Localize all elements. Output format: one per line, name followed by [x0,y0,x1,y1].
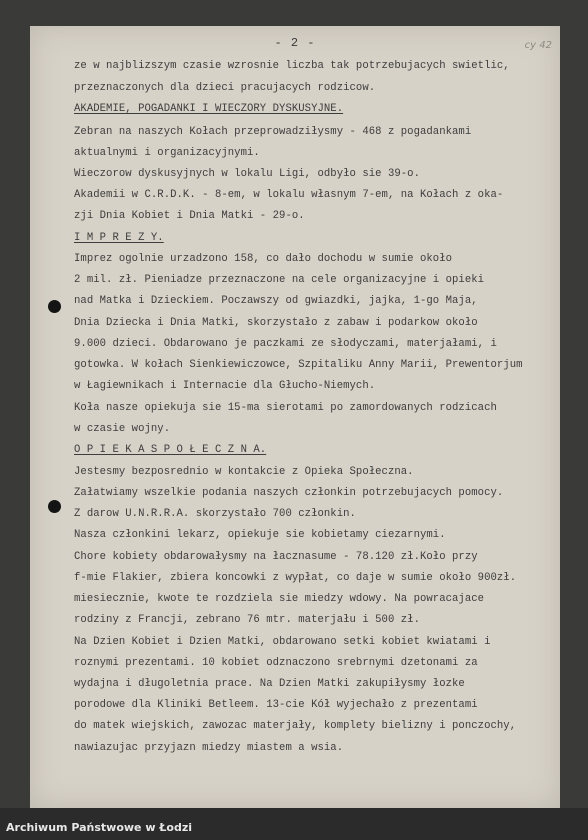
pencil-annotation: cy 42 [524,40,552,51]
text-line: 2 mil. zł. Pieniadze przeznaczone na cele organizacyjne i opieki [74,274,485,286]
text-line: nad Matka i Dzieckiem. Poczawszy od gwiazdki, jajka, 1-go Maja, [74,295,478,307]
text-line: Chore kobiety obdarowałysmy na łacznasume - 78.120 zł.Koło przy [74,551,478,563]
text-line: gotowka. W kołach Sienkiewiczowce, Szpitaliku Anny Marii, Prewentorjum [74,359,523,371]
text-line: nawiazujac przyjazn miedzy miastem a wsia. [74,742,344,754]
text-line: Na Dzien Kobiet i Dzien Matki, obdarowano setki kobiet kwiatami i [74,636,491,648]
text-line: aktualnymi i organizacyjnymi. [74,147,260,159]
page-number: - 2 - [274,36,316,50]
text-line: zji Dnia Kobiet i Dnia Matki - 29-o. [74,210,305,222]
text-line: Imprez ogolnie urzadzono 158, co dało dochodu w sumie około [74,253,453,265]
section-heading: O P I E K A S P O Ł E C Z N A. [74,444,267,456]
text-line: roznymi prezentami. 10 kobiet odznaczono srebrnymi dzetonami za [74,657,478,669]
text-line: Akademii w C.R.D.K. - 8-em, w lokalu własnym 7-em, na Kołach z oka- [74,189,504,201]
archive-footer [0,808,588,840]
text-line: f-mie Flakier, zbiera koncowki z wypłat, co daje w sumie około 900zł. [74,572,517,584]
text-line: rodziny z Francji, zebrano 76 mtr. materjału i 500 zł. [74,614,420,626]
text-line: do matek wiejskich, zawozac materjały, komplety bielizny i ponczochy, [74,720,517,732]
text-line: Wieczorow dyskusyjnych w lokalu Ligi, odbyło sie 39-o. [74,168,420,180]
text-line: 9.000 dzieci. Obdarowano je paczkami ze słodyczami, materjałami, i [74,338,497,350]
text-line: Zebran na naszych Kołach przeprowadziłysmy - 468 z pogadankami [74,126,472,138]
text-line: wydajna i długoletnia prace. Na Dzien Matki zakupiłysmy łozke [74,678,465,690]
text-line: Załatwiamy wszelkie podania naszych członkin potrzebujacych pomocy. [74,487,504,499]
text-line: Z darow U.N.R.R.A. skorzystało 700 członkin. [74,508,356,520]
text-line: w czasie wojny. [74,423,171,435]
text-line: ze w najblizszym czasie wzrosnie liczba tak potrzebujacych swietlic, [74,60,510,72]
text-line: Jestesmy bezposrednio w kontakcie z Opieka Społeczna. [74,466,414,478]
text-line: w Łagiewnikach i Internacie dla Głucho-Niemych. [74,380,376,392]
punch-hole-icon [48,500,61,513]
punch-hole-icon [48,300,61,313]
section-heading: I M P R E Z Y. [74,232,164,244]
text-line: Dnia Dziecka i Dnia Matki, skorzystało z zabaw i podarkow około [74,317,478,329]
text-line: porodowe dla Kliniki Betleem. 13-cie Kół wyjechało z prezentami [74,699,478,711]
section-heading: AKADEMIE, POGADANKI I WIECZORY DYSKUSYJNE. [74,103,344,115]
archive-name: Archiwum Państwowe w Łodzi [6,821,193,834]
text-line: Nasza członkini lekarz, opiekuje sie kobietamy ciezarnymi. [74,529,446,541]
text-line: Koła nasze opiekuja sie 15-ma sierotami po zamordowanych rodzicach [74,402,497,414]
text-line: miesiecznie, kwote te rozdziela sie miedzy wdowy. Na powracajace [74,593,485,605]
document-page [30,26,560,808]
text-line: przeznaczonych dla dzieci pracujacych rodzicow. [74,82,376,94]
